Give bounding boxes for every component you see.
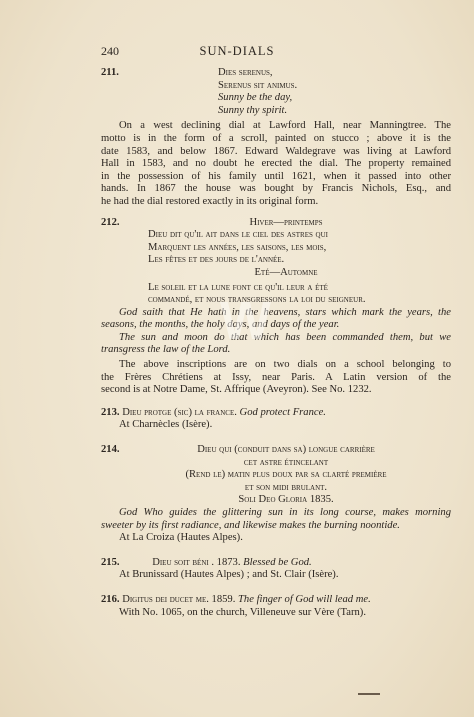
verse-line: commandé, et nous transgressons la loi du seigneur. <box>148 294 366 306</box>
note-line: the Frères Chrétiens at Issy, near Paris. A Latin version of the <box>101 371 451 383</box>
page-header <box>0 44 474 62</box>
motto-line: Digitus dei ducet me. 1859. <box>122 593 236 605</box>
translation-line: The sun and moon do that which has been commanded them, but we <box>119 331 451 343</box>
verse-line: cet astre étincelant <box>243 456 329 468</box>
translation-line: God protect France. <box>239 406 326 418</box>
note-line: The above inscriptions are on two dials on a school belonging to <box>119 359 451 371</box>
section-heading: Eté—Automne <box>254 266 318 278</box>
translation-line: God saith that He hath in the heavens, stars which mark the years, the <box>119 306 451 318</box>
entry-number: 212. <box>101 216 120 228</box>
verse-line: Marquent les années, les saisons, les mois, <box>148 241 327 253</box>
translation-line: transgress the law of the Lord. <box>101 344 231 356</box>
place-line: At La Croiza (Hautes Alpes). <box>119 532 243 544</box>
translation-line: sweeter by its first radiance, and likewise makes the burning noontide. <box>101 519 400 531</box>
verse-line: (Rend le) matin plus doux par sa clarté première <box>185 469 387 481</box>
place-line: At Brunissard (Hautes Alpes) ; and St. Clair (Isère). <box>119 569 339 581</box>
entry-211 <box>101 67 451 209</box>
verse-line: Dieu qui (conduit dans sa) longue carrière <box>197 444 375 456</box>
page-number: 240 <box>101 44 119 58</box>
entry-number: 214. <box>101 444 120 456</box>
paragraph-line: On a west declining dial at Lawford Hall, near Manningtree. The <box>119 120 451 132</box>
entry-number: 213. <box>101 406 120 418</box>
verse-line: Le soleil et la lune font ce qu'il leur a été <box>148 281 328 293</box>
translation-line: Blessed be God. <box>243 556 312 568</box>
verse-line: Les fêtes et des jours de l'année. <box>148 254 285 266</box>
entry-number: 216. <box>101 593 120 605</box>
page-dash-mark <box>358 693 380 695</box>
translation-line: Sunny be the day, <box>218 92 293 104</box>
translation-line: seasons, the months, the holy days, and days of the year. <box>101 319 340 331</box>
verse-line: et son midi brulant. <box>244 481 328 493</box>
entry-216 <box>101 594 451 619</box>
entry-number: 211. <box>101 67 119 78</box>
translation-line: Sunny thy spirit. <box>218 104 288 116</box>
paragraph-line: motto is in the form of a scroll, painted on stucco ; above it is the <box>101 132 451 144</box>
paragraph-line: date 1583, and below 1867. Edward Waldegrave was living at Lawford <box>101 145 451 157</box>
section-heading: Hiver—printemps <box>249 216 323 228</box>
translation-line: God Who guides the glittering sun in its long course, makes morning <box>119 507 451 518</box>
entry-number: 215. <box>101 556 120 568</box>
paragraph-line: he had the dial restored exactly in its original form. <box>101 195 319 207</box>
page-content <box>101 67 451 619</box>
entry-215 <box>101 557 451 582</box>
verse-line: Dieu dit qu'il ait dans le ciel des astres qui <box>148 229 328 241</box>
motto-line: Dies serenus, <box>218 67 273 78</box>
paragraph-line: hands. In 1867 the house was bought by Francis Nichols, Esq., and <box>101 183 451 195</box>
entry-213 <box>101 407 451 432</box>
watermark: W <box>220 291 271 351</box>
note-line: second is at Notre Dame, St. Affrique (Aveyron). See No. 1232. <box>101 384 372 396</box>
paragraph-line: Hall in 1583, and no doubt he erected the dial. The property remained <box>101 158 451 170</box>
place-line: With No. 1065, on the church, Villeneuve sur Vère (Tarn). <box>119 606 366 618</box>
motto-line: Serenus sit animus. <box>218 79 298 91</box>
running-title: SUN-DIALS <box>199 44 275 58</box>
verse-line: Soli Deo Gloria 1835. <box>238 494 334 506</box>
translation-line: The finger of God will lead me. <box>238 593 371 605</box>
paragraph-line: in the possession of his family until 1621, when it passed into other <box>101 170 451 182</box>
entry-212 <box>101 217 451 397</box>
motto-line: Dieu protge (sic) la france. <box>122 406 237 418</box>
motto-line: Dieu soit béni . 1873. <box>152 556 241 568</box>
entry-214 <box>101 444 451 545</box>
place-line: At Charnècles (Isère). <box>119 419 213 431</box>
